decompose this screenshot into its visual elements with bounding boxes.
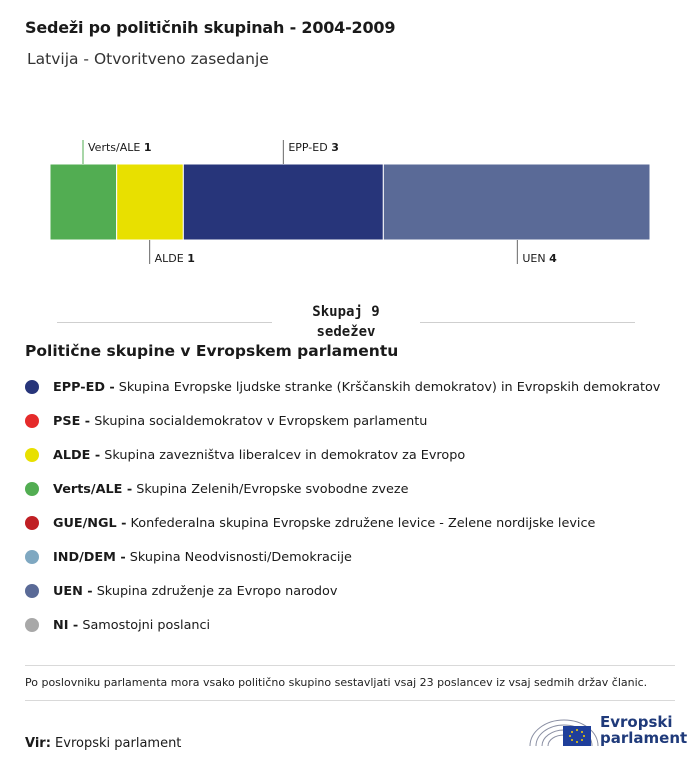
footer-divider-bottom <box>25 700 675 701</box>
legend-item <box>25 506 685 540</box>
total-divider-right <box>420 322 635 323</box>
legend-title: Politične skupine v Evropskem parlamentu <box>25 342 399 360</box>
footer-divider-top <box>25 665 675 666</box>
legend-desc: Samostojni poslanci <box>82 617 211 633</box>
source-label: Vir: <box>25 736 51 751</box>
legend-item <box>25 438 685 472</box>
legend-desc: Skupina socialdemokratov v Evropskem parlamentu <box>94 413 428 429</box>
legend-desc: Skupina Zelenih/Evropske svobodne zveze <box>136 481 409 497</box>
legend-item <box>25 608 685 642</box>
ep-logo-text <box>600 714 687 746</box>
legend-desc: Skupina zavezništva liberalcev in demokratov za Evropo <box>104 447 466 463</box>
legend-dot <box>25 550 39 564</box>
legend-desc: Skupina združenje za Evropo narodov <box>96 583 338 599</box>
source-value: Evropski parlament <box>55 736 182 751</box>
total-divider-left <box>57 322 272 323</box>
legend-desc: Konfederalna skupina Evropske združene levice - Zelene nordijske levice <box>130 515 596 531</box>
legend-abbr: EPP-ED - <box>53 379 115 395</box>
legend-desc: Skupina Neodvisnosti/Demokracije <box>129 549 352 565</box>
legend-abbr: GUE/NGL - <box>53 515 127 531</box>
ep-logo-line1: Evropski <box>600 713 673 731</box>
legend-desc: Skupina Evropske ljudske stranke (Krščanskih demokratov) in Evropskih demokratov <box>118 379 661 395</box>
legend-dot <box>25 618 39 632</box>
legend-abbr: NI - <box>53 617 79 633</box>
legend-dot <box>25 380 39 394</box>
legend-abbr: IND/DEM - <box>53 549 126 565</box>
legend-item <box>25 472 685 506</box>
legend-abbr: ALDE - <box>53 447 101 463</box>
bar-segment-verts-ale <box>50 164 117 240</box>
source-line <box>25 736 181 751</box>
ep-logo-line2: parlament <box>600 729 688 747</box>
legend-item <box>25 404 685 438</box>
total-seats <box>272 302 420 342</box>
segment-label: EPP-ED 3 <box>288 141 339 154</box>
legend-dot <box>25 584 39 598</box>
legend-dot <box>25 414 39 428</box>
legend-dot <box>25 516 39 530</box>
total-seats-count: Skupaj 9 <box>312 304 380 320</box>
legend-abbr: PSE - <box>53 413 91 429</box>
footer-note: Po poslovniku parlamenta mora vsako politično skupino sestavljati vsaj 23 poslancev iz vsaj sedmih držav članic. <box>25 676 648 689</box>
bar-segment-alde <box>117 164 184 240</box>
legend-item <box>25 540 685 574</box>
chart-subtitle: Latvija - Otvoritveno zasedanje <box>27 50 269 68</box>
legend-item <box>25 574 685 608</box>
bar-segment-uen <box>383 164 650 240</box>
bar-segment-epp-ed <box>183 164 383 240</box>
legend-dot <box>25 482 39 496</box>
segment-label: Verts/ALE 1 <box>88 141 152 154</box>
legend-dot <box>25 448 39 462</box>
legend <box>25 370 685 642</box>
total-seats-unit: sedežev <box>316 324 376 340</box>
legend-abbr: UEN - <box>53 583 93 599</box>
seat-bar-chart <box>0 130 700 280</box>
chart-title: Sedeži po političnih skupinah - 2004-2009 <box>25 18 396 37</box>
segment-label: ALDE 1 <box>154 252 195 265</box>
legend-item <box>25 370 685 404</box>
segment-label: UEN 4 <box>522 252 557 265</box>
legend-abbr: Verts/ALE - <box>53 481 133 497</box>
